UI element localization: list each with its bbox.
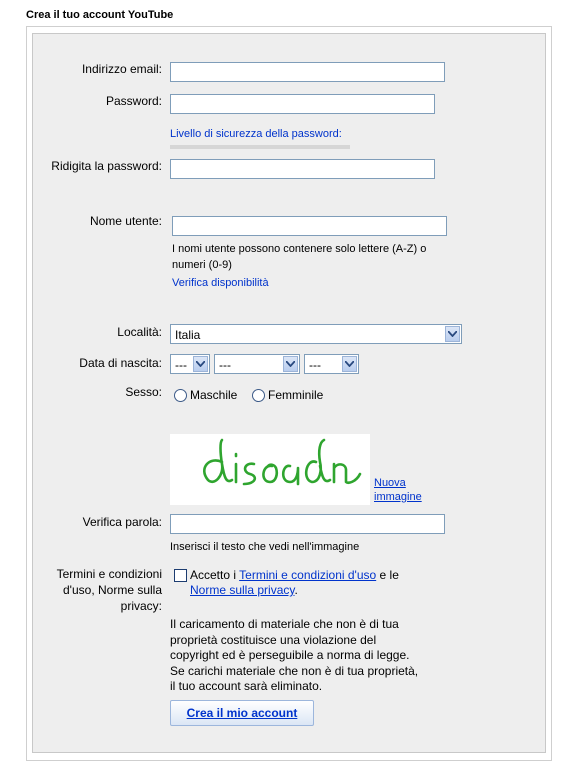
email-label: Indirizzo email: xyxy=(81,62,162,76)
password-strength-label: Livello di sicurezza della password: xyxy=(170,128,342,140)
birth-month-value: --- xyxy=(219,358,231,372)
gender-female-radio[interactable] xyxy=(252,389,265,402)
privacy-link[interactable]: Norme sulla privacy xyxy=(190,583,295,597)
verify-word-hint: Inserisci il testo che vedi nell'immagine xyxy=(170,541,360,553)
terms-checkbox[interactable] xyxy=(174,569,187,582)
password-label: Password: xyxy=(105,94,162,108)
check-availability-link[interactable]: Verifica disponibilità xyxy=(172,277,269,289)
username-field[interactable] xyxy=(172,216,447,236)
birth-day-select[interactable] xyxy=(170,354,210,374)
captcha-image xyxy=(170,434,370,505)
password-strength-meter xyxy=(170,145,350,149)
username-hint: I nomi utente possono contenere solo lettere (A-Z) o numeri (0-9) xyxy=(172,243,427,271)
chevron-down-icon xyxy=(283,356,298,372)
chevron-down-icon xyxy=(342,356,357,372)
gender-female-label: Femminile xyxy=(268,388,324,402)
terms-period: . xyxy=(294,583,298,597)
birth-day-value: --- xyxy=(175,358,187,372)
birth-year-select[interactable] xyxy=(304,354,359,374)
username-label: Nome utente: xyxy=(89,214,162,228)
verify-word-label: Verifica parola: xyxy=(82,515,162,529)
retype-password-label: Ridigita la password: xyxy=(51,159,162,173)
captcha-new-image-link[interactable]: Nuova immagine xyxy=(374,477,422,503)
create-account-button[interactable]: Crea il mio account xyxy=(170,700,314,726)
terms-accept-prefix: Accetto i xyxy=(190,568,237,582)
chevron-down-icon xyxy=(193,356,208,372)
gender-male-radio[interactable] xyxy=(174,389,187,402)
location-value: Italia xyxy=(175,328,201,342)
copyright-notice: Il caricamento di materiale che non è di tua proprietà costituisce una violazione del copyright ed è perseguibile a norma di legge. Se carichi materiale che non è di tua proprietà, il tuo account sarà eliminato. xyxy=(170,617,419,693)
terms-link[interactable]: Termini e condizioni d'uso xyxy=(239,568,377,582)
verify-word-field[interactable] xyxy=(170,514,445,534)
gender-label: Sesso: xyxy=(125,385,162,399)
gender-male-label: Maschile xyxy=(190,388,238,402)
page-title: Crea il tuo account YouTube xyxy=(26,9,174,21)
terms-accept-text xyxy=(190,568,430,598)
chevron-down-icon xyxy=(445,326,460,342)
terms-label: Termini e condizioni d'uso, Norme sulla privacy: xyxy=(56,567,162,613)
email-field[interactable] xyxy=(170,62,445,82)
location-select[interactable] xyxy=(170,324,462,344)
birth-month-select[interactable] xyxy=(214,354,300,374)
location-label: Località: xyxy=(117,325,162,339)
retype-password-field[interactable] xyxy=(170,159,435,179)
birthdate-label: Data di nascita: xyxy=(79,356,162,370)
birth-year-value: --- xyxy=(309,358,321,372)
password-field[interactable] xyxy=(170,94,435,114)
terms-and-text: e le xyxy=(379,568,399,582)
